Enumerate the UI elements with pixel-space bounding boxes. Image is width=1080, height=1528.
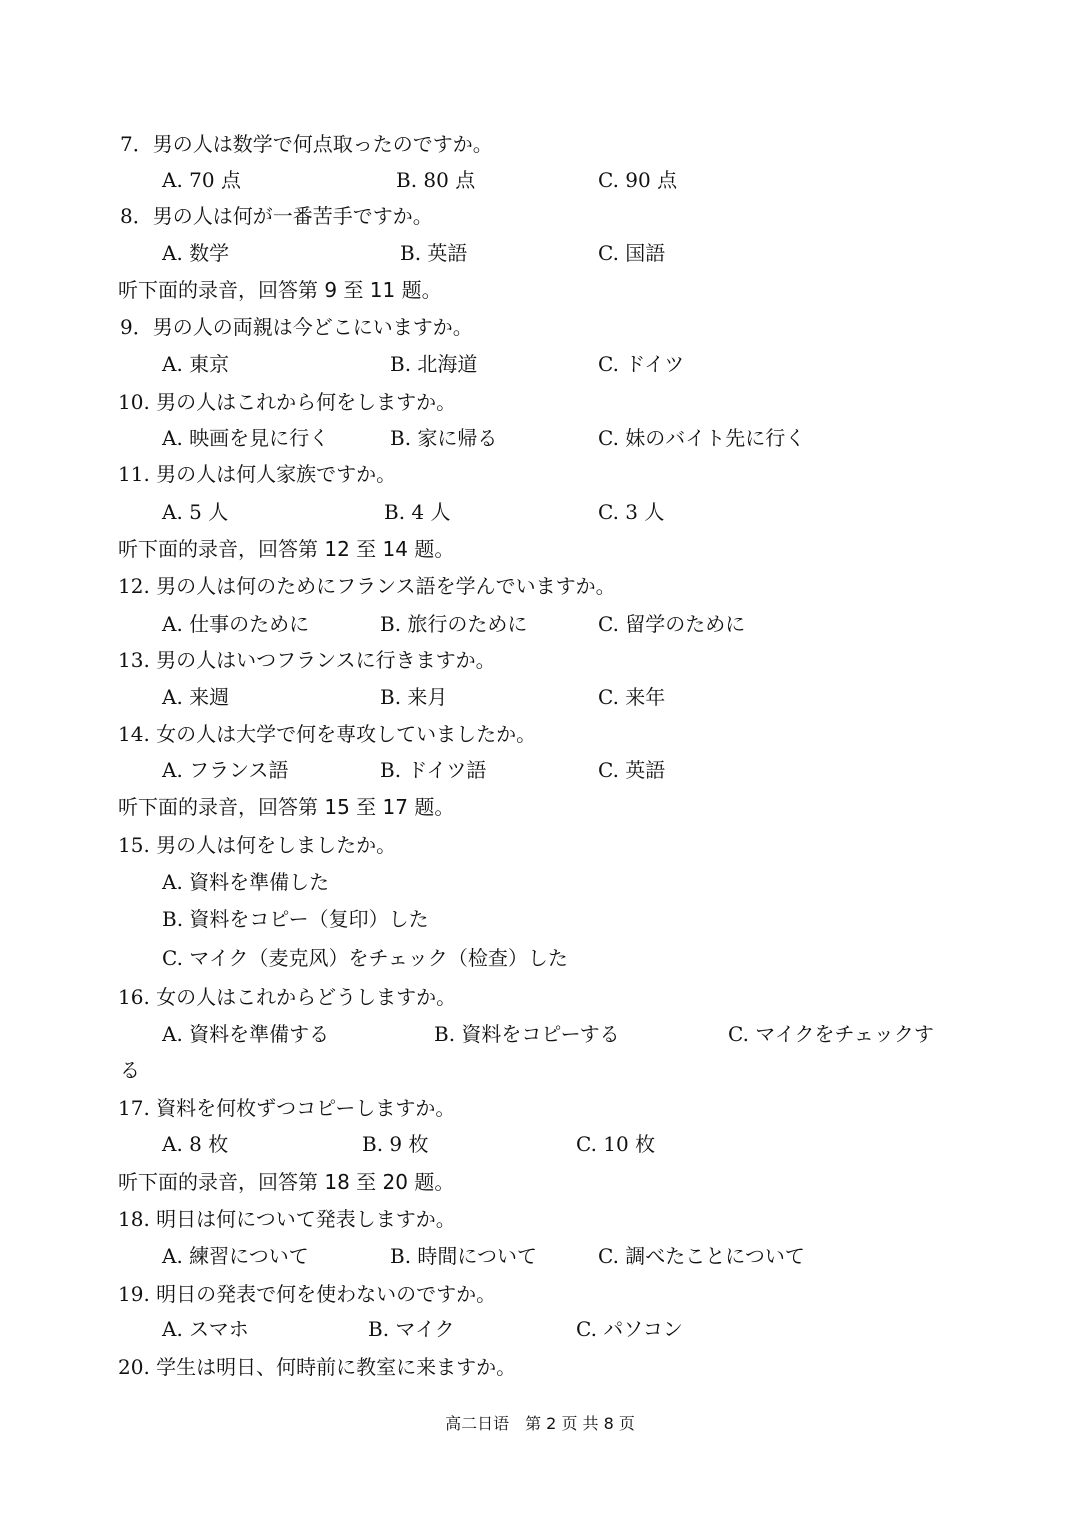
section-heading-12-14: 听下面的录音，回答第 12 至 14 题。 bbox=[118, 537, 455, 561]
question-19: 19. 明日の発表で何を使わないのですか。 bbox=[118, 1282, 497, 1306]
option-16c-wrap: る bbox=[120, 1058, 140, 1082]
question-14: 14. 女の人は大学で何を専攻していましたか。 bbox=[118, 722, 537, 746]
question-15: 15. 男の人は何をしましたか。 bbox=[118, 833, 397, 857]
option-15a: A. 資料を準備した bbox=[162, 870, 330, 894]
question-13: 13. 男の人はいつフランスに行きますか。 bbox=[118, 648, 496, 672]
option-16c: C. マイクをチェックす bbox=[728, 1022, 934, 1046]
option-17c: C. 10 枚 bbox=[576, 1132, 656, 1156]
option-18b: B. 時間について bbox=[390, 1244, 538, 1268]
option-9c: C. ドイツ bbox=[598, 352, 685, 376]
option-11c: C. 3 人 bbox=[598, 500, 665, 524]
section-heading-9-11: 听下面的录音，回答第 9 至 11 题。 bbox=[118, 278, 442, 302]
question-9: 9．男の人の両親は今どこにいますか。 bbox=[120, 315, 473, 339]
section-heading-15-17: 听下面的录音，回答第 15 至 17 题。 bbox=[118, 795, 455, 819]
question-8: 8．男の人は何が一番苦手ですか。 bbox=[120, 204, 433, 228]
option-10a: A. 映画を見に行く bbox=[162, 426, 330, 450]
option-19a: A. スマホ bbox=[162, 1317, 249, 1341]
option-7b: B. 80 点 bbox=[396, 168, 476, 192]
option-10c: C. 妹のバイト先に行く bbox=[598, 426, 806, 450]
option-18c: C. 調べたことについて bbox=[598, 1244, 805, 1268]
option-12a: A. 仕事のために bbox=[162, 612, 310, 636]
question-12: 12. 男の人は何のためにフランス語を学んでいますか。 bbox=[118, 574, 616, 598]
option-14a: A. フランス語 bbox=[162, 758, 289, 782]
option-8c: C. 国語 bbox=[598, 241, 666, 265]
option-14c: C. 英語 bbox=[598, 758, 666, 782]
option-17a: A. 8 枚 bbox=[162, 1132, 229, 1156]
option-9a: A. 東京 bbox=[162, 352, 230, 376]
option-19b: B. マイク bbox=[368, 1317, 455, 1341]
section-heading-18-20: 听下面的录音，回答第 18 至 20 题。 bbox=[118, 1170, 455, 1194]
option-8a: A. 数学 bbox=[162, 241, 230, 265]
option-18a: A. 練習について bbox=[162, 1244, 309, 1268]
question-20: 20. 学生は明日、何時前に教室に来ますか。 bbox=[118, 1355, 517, 1379]
option-9b: B. 北海道 bbox=[390, 352, 478, 376]
question-17: 17. 資料を何枚ずつコピーしますか。 bbox=[118, 1096, 456, 1120]
option-16b: B. 資料をコピーする bbox=[434, 1022, 620, 1046]
question-7: 7．男の人は数学で何点取ったのですか。 bbox=[120, 132, 493, 156]
option-8b: B. 英語 bbox=[400, 241, 468, 265]
question-10: 10. 男の人はこれから何をしますか。 bbox=[118, 390, 457, 414]
option-11b: B. 4 人 bbox=[384, 500, 451, 524]
question-11: 11. 男の人は何人家族ですか。 bbox=[118, 462, 397, 486]
option-11a: A. 5 人 bbox=[162, 500, 229, 524]
option-17b: B. 9 枚 bbox=[362, 1132, 429, 1156]
option-13b: B. 来月 bbox=[380, 685, 448, 709]
question-18: 18. 明日は何について発表しますか。 bbox=[118, 1207, 456, 1231]
question-16: 16. 女の人はこれからどうしますか。 bbox=[118, 985, 457, 1009]
option-7c: C. 90 点 bbox=[598, 168, 678, 192]
option-12b: B. 旅行のために bbox=[380, 612, 528, 636]
option-15b: B. 資料をコピー（复印）した bbox=[162, 907, 429, 931]
option-13a: A. 来週 bbox=[162, 685, 230, 709]
option-16a: A. 資料を準備する bbox=[162, 1022, 330, 1046]
option-14b: B. ドイツ語 bbox=[380, 758, 487, 782]
option-10b: B. 家に帰る bbox=[390, 426, 498, 450]
option-19c: C. パソコン bbox=[576, 1317, 683, 1341]
option-13c: C. 来年 bbox=[598, 685, 666, 709]
option-15c: C. マイク（麦克风）をチェック（检查）した bbox=[162, 946, 568, 970]
option-7a: A. 70 点 bbox=[162, 168, 241, 192]
page-footer: 高二日语 第 2 页 共 8 页 bbox=[445, 1414, 635, 1433]
option-12c: C. 留学のために bbox=[598, 612, 746, 636]
